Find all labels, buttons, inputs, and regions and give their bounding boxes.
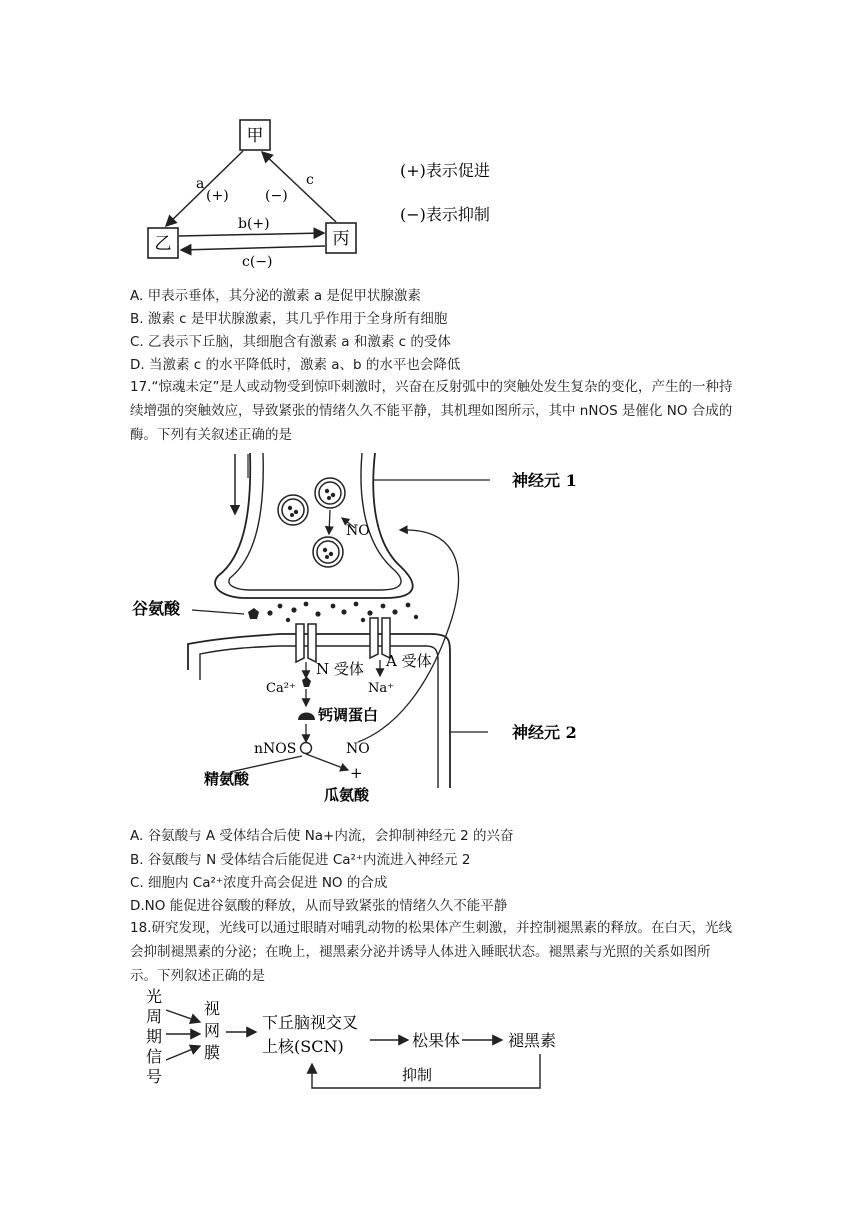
svg-text:期: 期: [146, 1027, 163, 1046]
n-receptor: [296, 624, 316, 662]
q17-option-d: D.NO 能促进谷氨酸的释放，从而导致紧张的情绪久久不能平静: [130, 898, 508, 914]
na-label: Na⁺: [368, 681, 394, 696]
svg-text:信: 信: [146, 1047, 163, 1066]
a-receptor-label: A 受体: [386, 652, 432, 670]
synaptic-vesicles: [278, 478, 345, 567]
legend-inhibit: (−)表示抑制: [400, 205, 490, 224]
arrow-bing-to-jia: [262, 152, 336, 222]
calmodulin-shape: [298, 713, 315, 721]
plus-label: +: [350, 764, 363, 782]
arrow-jia-to-yi: [166, 151, 243, 226]
synapse-mechanism-diagram: [130, 448, 610, 810]
q17-option-b: B. 谷氨酸与 N 受体结合后能促进 Ca²⁺内流进入神经元 2: [130, 852, 471, 868]
label-c-bottom: c(−): [242, 254, 273, 270]
svg-text:光: 光: [146, 987, 163, 1006]
svg-text:膜: 膜: [204, 1043, 221, 1062]
nnos-circle: [301, 743, 312, 754]
svg-text:视: 视: [204, 999, 221, 1018]
svg-text:号: 号: [146, 1067, 163, 1086]
light-signal-label: [146, 987, 162, 1086]
q18-stem: 18.研究发现，光线可以通过眼睛对哺乳动物的松果体产生刺激，并控制褪黑素的释放。在白天，光线会抑制褪黑素的分泌；在晚上，褪黑素分泌并诱导人体进入睡眠状态。褪黑素与光照的关系如图所示。下列叙述正确的是: [130, 920, 732, 984]
presynaptic-terminal: [215, 453, 413, 598]
q16-option-c: C. 乙表示下丘脑，其细胞含有激素 a 和激素 c 的受体: [130, 334, 451, 350]
q16-option-a: A. 甲表示垂体，其分泌的激素 a 是促甲状腺激素: [130, 288, 421, 304]
n-receptor-label: N 受体: [316, 660, 364, 678]
nnos-label: nNOS: [254, 741, 297, 757]
calmodulin-label: 钙调蛋白: [318, 706, 379, 724]
arrow-yi-to-bing: [179, 233, 324, 236]
label-b: b(+): [238, 216, 270, 232]
melatonin-label: 褪黑素: [508, 1031, 557, 1050]
citrulline-label: 瓜氨酸: [324, 786, 370, 804]
retina-label: [204, 999, 220, 1062]
q17-option-a: A. 谷氨酸与 A 受体结合后使 Na+内流，会抑制神经元 2 的兴奋: [130, 828, 514, 844]
node-bing: 丙: [332, 229, 350, 249]
q16-option-b: B. 激素 c 是甲状腺激素，其几乎作用于全身所有细胞: [130, 311, 448, 327]
node-yi: 乙: [154, 234, 172, 254]
neuron1-label: 神经元 1: [512, 471, 577, 490]
q17-stem: 17.“惊魂未定”是人或动物受到惊吓刺激时，兴奋在反射弧中的突触处发生复杂的变化，产生的一种持续增强的突触效应，导致紧张的情绪久久不能平静，其机理如图所示，其中 nNOS 是催化 NO 合成的酶。下列有关叙述正确的是: [130, 379, 733, 443]
label-c-sign: (−): [265, 188, 288, 204]
node-jia: 甲: [246, 126, 264, 146]
scn-label-line1: 下丘脑视交叉: [262, 1013, 359, 1032]
arrow-bing-to-yi: [181, 246, 325, 250]
hormone-regulation-diagram: [140, 110, 540, 275]
label-a-sign: (+): [206, 188, 229, 204]
svg-text:周: 周: [146, 1007, 163, 1026]
no-label-bottom: NO: [346, 741, 370, 757]
scn-label-line2: 上核(SCN): [262, 1037, 344, 1056]
legend-promote: (+)表示促进: [400, 161, 490, 180]
label-c: c: [306, 172, 314, 188]
inhibit-label: 抑制: [402, 1066, 433, 1084]
glutamate-molecules: [248, 602, 418, 623]
melatonin-regulation-diagram: [140, 984, 600, 1096]
svg-text:网: 网: [204, 1021, 221, 1040]
no-label-top: NO: [346, 523, 370, 539]
ca-label: Ca²⁺: [266, 681, 296, 696]
neuron2-label: 神经元 2: [512, 723, 577, 742]
pineal-label: 松果体: [412, 1031, 461, 1050]
q17-option-c: C. 细胞内 Ca²⁺浓度升高会促进 NO 的合成: [130, 875, 388, 891]
q16-option-d: D. 当激素 c 的水平降低时，激素 a、b 的水平也会降低: [130, 357, 461, 373]
arginine-label: 精氨酸: [204, 770, 250, 788]
glutamate-label: 谷氨酸: [132, 599, 181, 618]
label-a: a: [196, 176, 205, 192]
